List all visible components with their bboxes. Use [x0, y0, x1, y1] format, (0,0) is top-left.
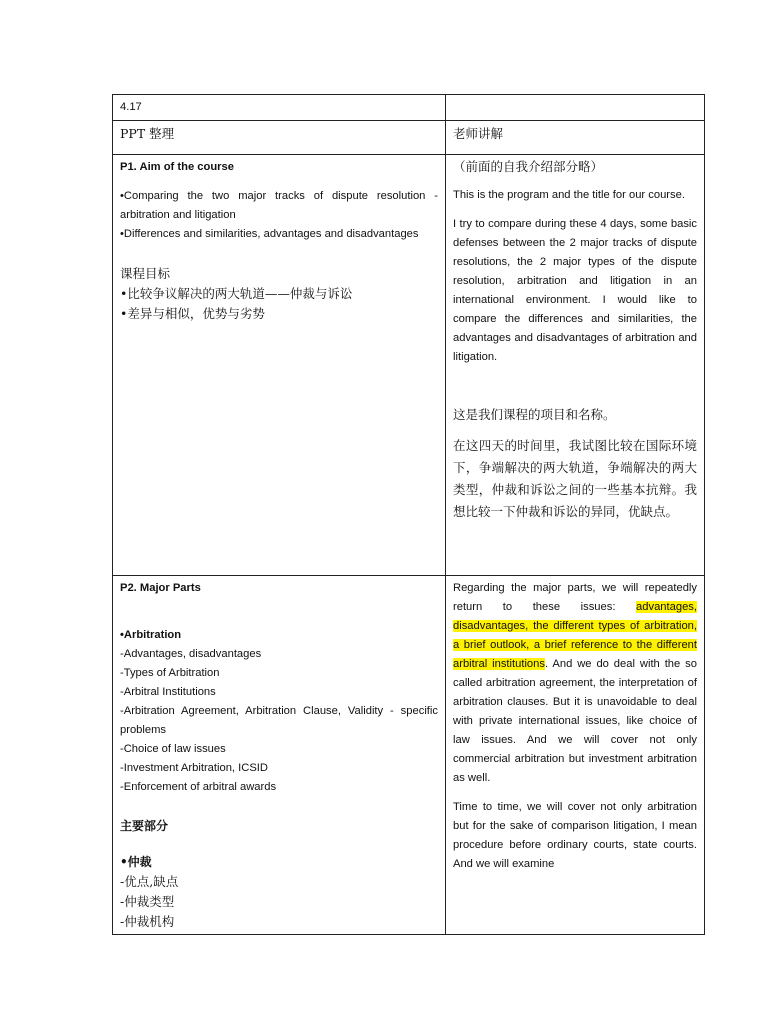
p2-en-item: -Choice of law issues	[120, 743, 226, 755]
p1-title: P1. Aim of the course	[120, 161, 234, 173]
p2-right-cell	[446, 576, 705, 935]
p1-row	[113, 155, 705, 576]
header-right-cell	[446, 121, 705, 155]
date-row	[113, 95, 705, 121]
p2-cn-item: -仲裁机构	[120, 914, 175, 929]
header-left-cell	[113, 121, 446, 155]
p2-en-item: -Arbitral Institutions	[120, 686, 216, 698]
p2-cn-item: -优点,缺点	[120, 874, 179, 889]
p2-row	[113, 576, 705, 935]
p2-en-item: -Investment Arbitration, ICSID	[120, 762, 268, 774]
p2-right-highlight: advantages, disadvantages, the different types of arbitration, a brief outlook, a brief reference to the different arbitral institutions	[453, 601, 697, 670]
date-empty-cell	[446, 95, 705, 121]
header-row	[113, 121, 705, 155]
p1-cn-title: 课程目标	[120, 266, 171, 281]
p2-en-item: -Advantages, disadvantages	[120, 648, 262, 660]
p1-right-cell	[446, 155, 705, 576]
p1-right-cn-2: 在这四天的时间里，我试图比较在国际环境下，争端解决的两大轨道，争端解决的两大类型，仲裁和诉讼之间的一些基本抗辩。我想比较一下仲裁和诉讼的异同，优缺点。	[453, 438, 697, 519]
p2-cn-arb-title: •仲裁	[120, 855, 152, 869]
p2-en-item: -Enforcement of arbitral awards	[120, 781, 277, 793]
p2-right-en-2: Time to time, we will cover not only arbitration but for the sake of comparison litigation, I mean procedure before ordinary courts, state courts. And we will examine	[453, 801, 697, 870]
p1-right-cn-1: 这是我们课程的项目和名称。	[453, 407, 616, 422]
ppt-header: PPT 整理	[120, 126, 175, 141]
p1-en-item: •Comparing the two major tracks of dispute resolution - arbitration and litigation	[120, 190, 438, 221]
p1-en-item: •Differences and similarities, advantages and disadvantages	[120, 228, 419, 240]
p2-en-item: -Types of Arbitration	[120, 667, 220, 679]
p1-right-en-1: This is the program and the title for our course.	[453, 189, 685, 201]
p2-cn-list	[120, 872, 438, 932]
p2-right-en-1	[453, 579, 697, 788]
teacher-header: 老师讲解	[453, 126, 504, 141]
date-text: 4.17	[120, 101, 142, 113]
p1-cn-item: •差异与相似，优势与劣势	[120, 306, 265, 321]
p2-right-after-highlight: . And we do deal with the so called arbitration agreement, the interpretation of arbitration clauses. But it is unavoidable to deal with private international issues, like choice of law issues. And we will cover not only commercial arbitration but investment arbitration as well.	[453, 658, 697, 784]
p2-cn-title: 主要部分	[120, 819, 169, 833]
p2-en-list	[120, 645, 438, 797]
date-cell	[113, 95, 446, 121]
notes-table	[112, 94, 705, 935]
p1-right-en-2: I try to compare during these 4 days, some basic defenses between the 2 major tracks of dispute resolutions, the 2 major types of the dispute resolution, arbitration and litigation in an international environment. I would like to compare the differences and similarities, the advantages and disadvantages of arbitration and litigation.	[453, 218, 697, 363]
p1-intro-note: （前面的自我介绍部分略）	[453, 159, 604, 174]
p2-left-cell	[113, 576, 446, 935]
p2-en-item: -Arbitration Agreement, Arbitration Clause, Validity - specific problems	[120, 705, 438, 736]
p1-cn-block	[120, 264, 438, 324]
p2-right-before-highlight: Regarding the major parts, we will repeatedly return to these issues:	[453, 582, 697, 613]
p2-title: P2. Major Parts	[120, 582, 201, 594]
p1-cn-item: •比较争议解决的两大轨道——仲裁与诉讼	[120, 286, 353, 301]
p2-cn-item: -仲裁类型	[120, 894, 175, 909]
p1-en-list	[120, 187, 438, 244]
p2-arb-title: •Arbitration	[120, 629, 182, 641]
p1-left-cell	[113, 155, 446, 576]
